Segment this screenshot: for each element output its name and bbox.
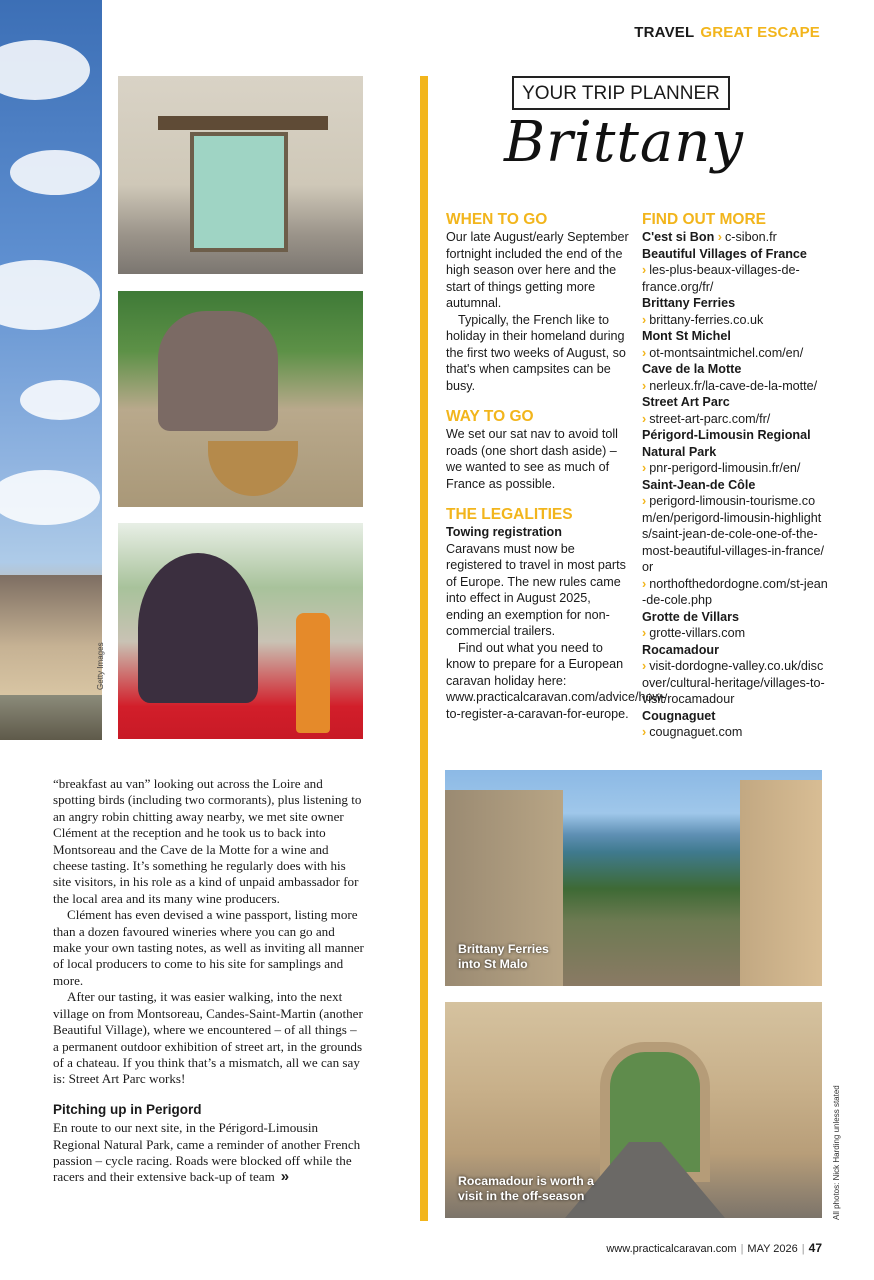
link-url[interactable]: les-plus-beaux-villages-de-france.org/fr/ <box>642 263 800 294</box>
chevron-right-icon: › <box>642 263 647 277</box>
link-name: Cougnaguet <box>642 708 716 723</box>
find-out-more-heading: FIND OUT MORE <box>642 211 766 228</box>
link-url[interactable]: ot-montsaintmichel.com/en/ <box>649 345 804 360</box>
link-item <box>642 427 828 460</box>
chevron-right-icon: › <box>642 725 647 739</box>
section-label: TRAVEL <box>634 24 695 41</box>
body-paragraph-3: After our tasting, it was easier walking, into the next village on from Montsoreau, Candes-Saint-Martin (another Beautiful Village), where we encountered – of all things – a permanent outdoor exhibition of street art, in the grounds of a chateau. If you think that’s a mismatch, all we can say is: Street Art Parc works! <box>53 989 363 1087</box>
way-to-go-heading: WAY TO GO <box>446 408 534 425</box>
article-body <box>53 776 365 1186</box>
wine-cave-photo <box>118 76 363 274</box>
footer-issue: MAY 2026 <box>747 1243 798 1255</box>
chevron-right-icon: › <box>642 378 647 393</box>
rocamadour-caption: Rocamadour is worth a visit in the off-season <box>458 1174 594 1203</box>
link-item <box>642 295 828 312</box>
planner-column-left <box>446 211 666 722</box>
continue-arrow-icon: » <box>280 1168 290 1186</box>
link-url[interactable]: cougnaguet.com <box>649 725 743 739</box>
link-url[interactable]: nerleux.fr/la-cave-de-la-motte/ <box>649 378 818 393</box>
photo-credit: All photos: Nick Harding unless stated <box>832 1085 841 1220</box>
trip-planner-title: YOUR TRIP PLANNER <box>512 76 730 110</box>
chevron-right-icon: › <box>642 659 647 673</box>
link-name: Beautiful Villages of France <box>642 246 807 261</box>
chevron-right-icon: › <box>642 626 647 640</box>
when-to-go-text-1: Our late August/early September fortnight included the end of the high season over here and the start of things getting more autumnal. <box>446 230 629 310</box>
body-paragraph-4: En route to our next site, in the Périgord-Limousin Regional Natural Park, came a reminder of another French passion – cycle racing. Roads were blocked off while the racers and their extensive back-up of team <box>53 1120 361 1185</box>
link-name: Rocamadour <box>642 642 719 657</box>
link-item <box>642 328 828 345</box>
cheese-tasting-photo <box>118 291 363 507</box>
when-to-go-text-2: Typically, the French like to holiday in their homeland during the first two weeks of August, so that's when campsites can be busy. <box>446 312 626 393</box>
link-name: Périgord-Limousin Regional Natural Park <box>642 428 811 459</box>
when-to-go-heading: WHEN TO GO <box>446 211 548 228</box>
subsection-label: GREAT ESCAPE <box>700 24 820 41</box>
chevron-right-icon: › <box>642 345 647 360</box>
link-item <box>642 609 828 626</box>
footer-url[interactable]: www.practicalcaravan.com <box>606 1243 737 1255</box>
chevron-right-icon: › <box>642 461 647 475</box>
coastal-town-photo <box>0 0 102 740</box>
link-name: Cave de la Motte <box>642 362 742 376</box>
section-header <box>634 24 820 41</box>
link-item <box>642 229 828 246</box>
link-url[interactable]: grotte-villars.com <box>649 626 746 640</box>
link-item <box>642 394 828 411</box>
link-url[interactable]: brittany-ferries.co.uk <box>649 312 764 327</box>
link-item <box>642 708 828 725</box>
towing-subheading: Towing registration <box>446 525 562 539</box>
link-name: C'est si Bon <box>642 230 715 244</box>
dining-photo <box>118 523 363 739</box>
page-footer: www.practicalcaravan.com | MAY 2026 | 47 <box>606 1241 822 1255</box>
way-to-go-text: We set our sat nav to avoid toll roads (one short dash aside) – we wanted to see as much of France as possible. <box>446 427 618 491</box>
st-malo-caption: Brittany Ferries into St Malo <box>458 942 549 971</box>
legalities-text-1: Caravans must now be registered to travel in most parts of Europe. The new rules came into effect in August 2025, ending an exemption for non-commercial trailers. <box>446 541 626 638</box>
link-name: Brittany Ferries <box>642 296 736 310</box>
link-url[interactable]: pnr-perigord-limousin.fr/en/ <box>649 461 801 475</box>
link-url[interactable]: street-art-parc.com/fr/ <box>649 411 771 426</box>
link-item <box>642 361 828 378</box>
chevron-right-icon: › <box>642 494 647 508</box>
link-name: Saint-Jean-de Côle <box>642 477 756 492</box>
link-name: Street Art Parc <box>642 395 730 409</box>
link-name: Mont St Michel <box>642 329 731 343</box>
page-number: 47 <box>808 1241 822 1255</box>
link-url[interactable]: perigord-limousin-tourisme.com/en/perigord-limousin-highlights/saint-jean-de-cole-one-of-the-most-beautiful-villages-in-france/ or <box>642 494 824 574</box>
getty-credit: Getty Images <box>96 642 105 690</box>
link-item <box>642 246 828 263</box>
perigord-subheading: Pitching up in Perigord <box>53 1101 202 1117</box>
chevron-right-icon: › <box>642 411 647 426</box>
legalities-text-2: Find out what you need to know to prepare for a European caravan holiday here: www.practicalcaravan.com/advice/how-to-register-a-caravan-for-europe. <box>446 640 666 721</box>
yellow-divider <box>420 76 428 1221</box>
place-name-script: Brittany <box>504 110 744 175</box>
link-item <box>642 642 828 659</box>
link-name: Grotte de Villars <box>642 609 740 624</box>
link-url[interactable]: c-sibon.fr <box>724 230 777 244</box>
body-paragraph-1: “breakfast au van” looking out across the Loire and spotting birds (including two cormorants), plus listening to an angry robin chitting away nearby, we met site owner Clément at the reception and he took us to back into Montsoreau and the Cave de la Motte for a wine and cheese tasting. It’s something he regularly does with his site visitors, in his role as a kind of unpaid ambassador for the local area and its many wine producers. <box>53 776 362 906</box>
chevron-right-icon: › <box>642 312 647 327</box>
body-paragraph-2: Clément has even devised a wine passport, listing more than a dozen favoured wineries where you can go and make your own tasting notes, as well as inviting all manner of local producers to come to his site for samplings and more. <box>53 907 364 988</box>
link-item <box>642 477 828 494</box>
link-url[interactable]: visit-dordogne-valley.co.uk/discover/cultural-heritage/villages-to-visit/rocamadour <box>642 659 825 706</box>
chevron-right-icon: › <box>717 230 722 244</box>
legalities-heading: THE LEGALITIES <box>446 506 573 523</box>
link-url-alt[interactable]: northofthedordogne.com/st-jean-de-cole.php <box>642 576 828 607</box>
chevron-right-icon: › <box>642 576 647 591</box>
find-out-more-column <box>642 211 828 741</box>
